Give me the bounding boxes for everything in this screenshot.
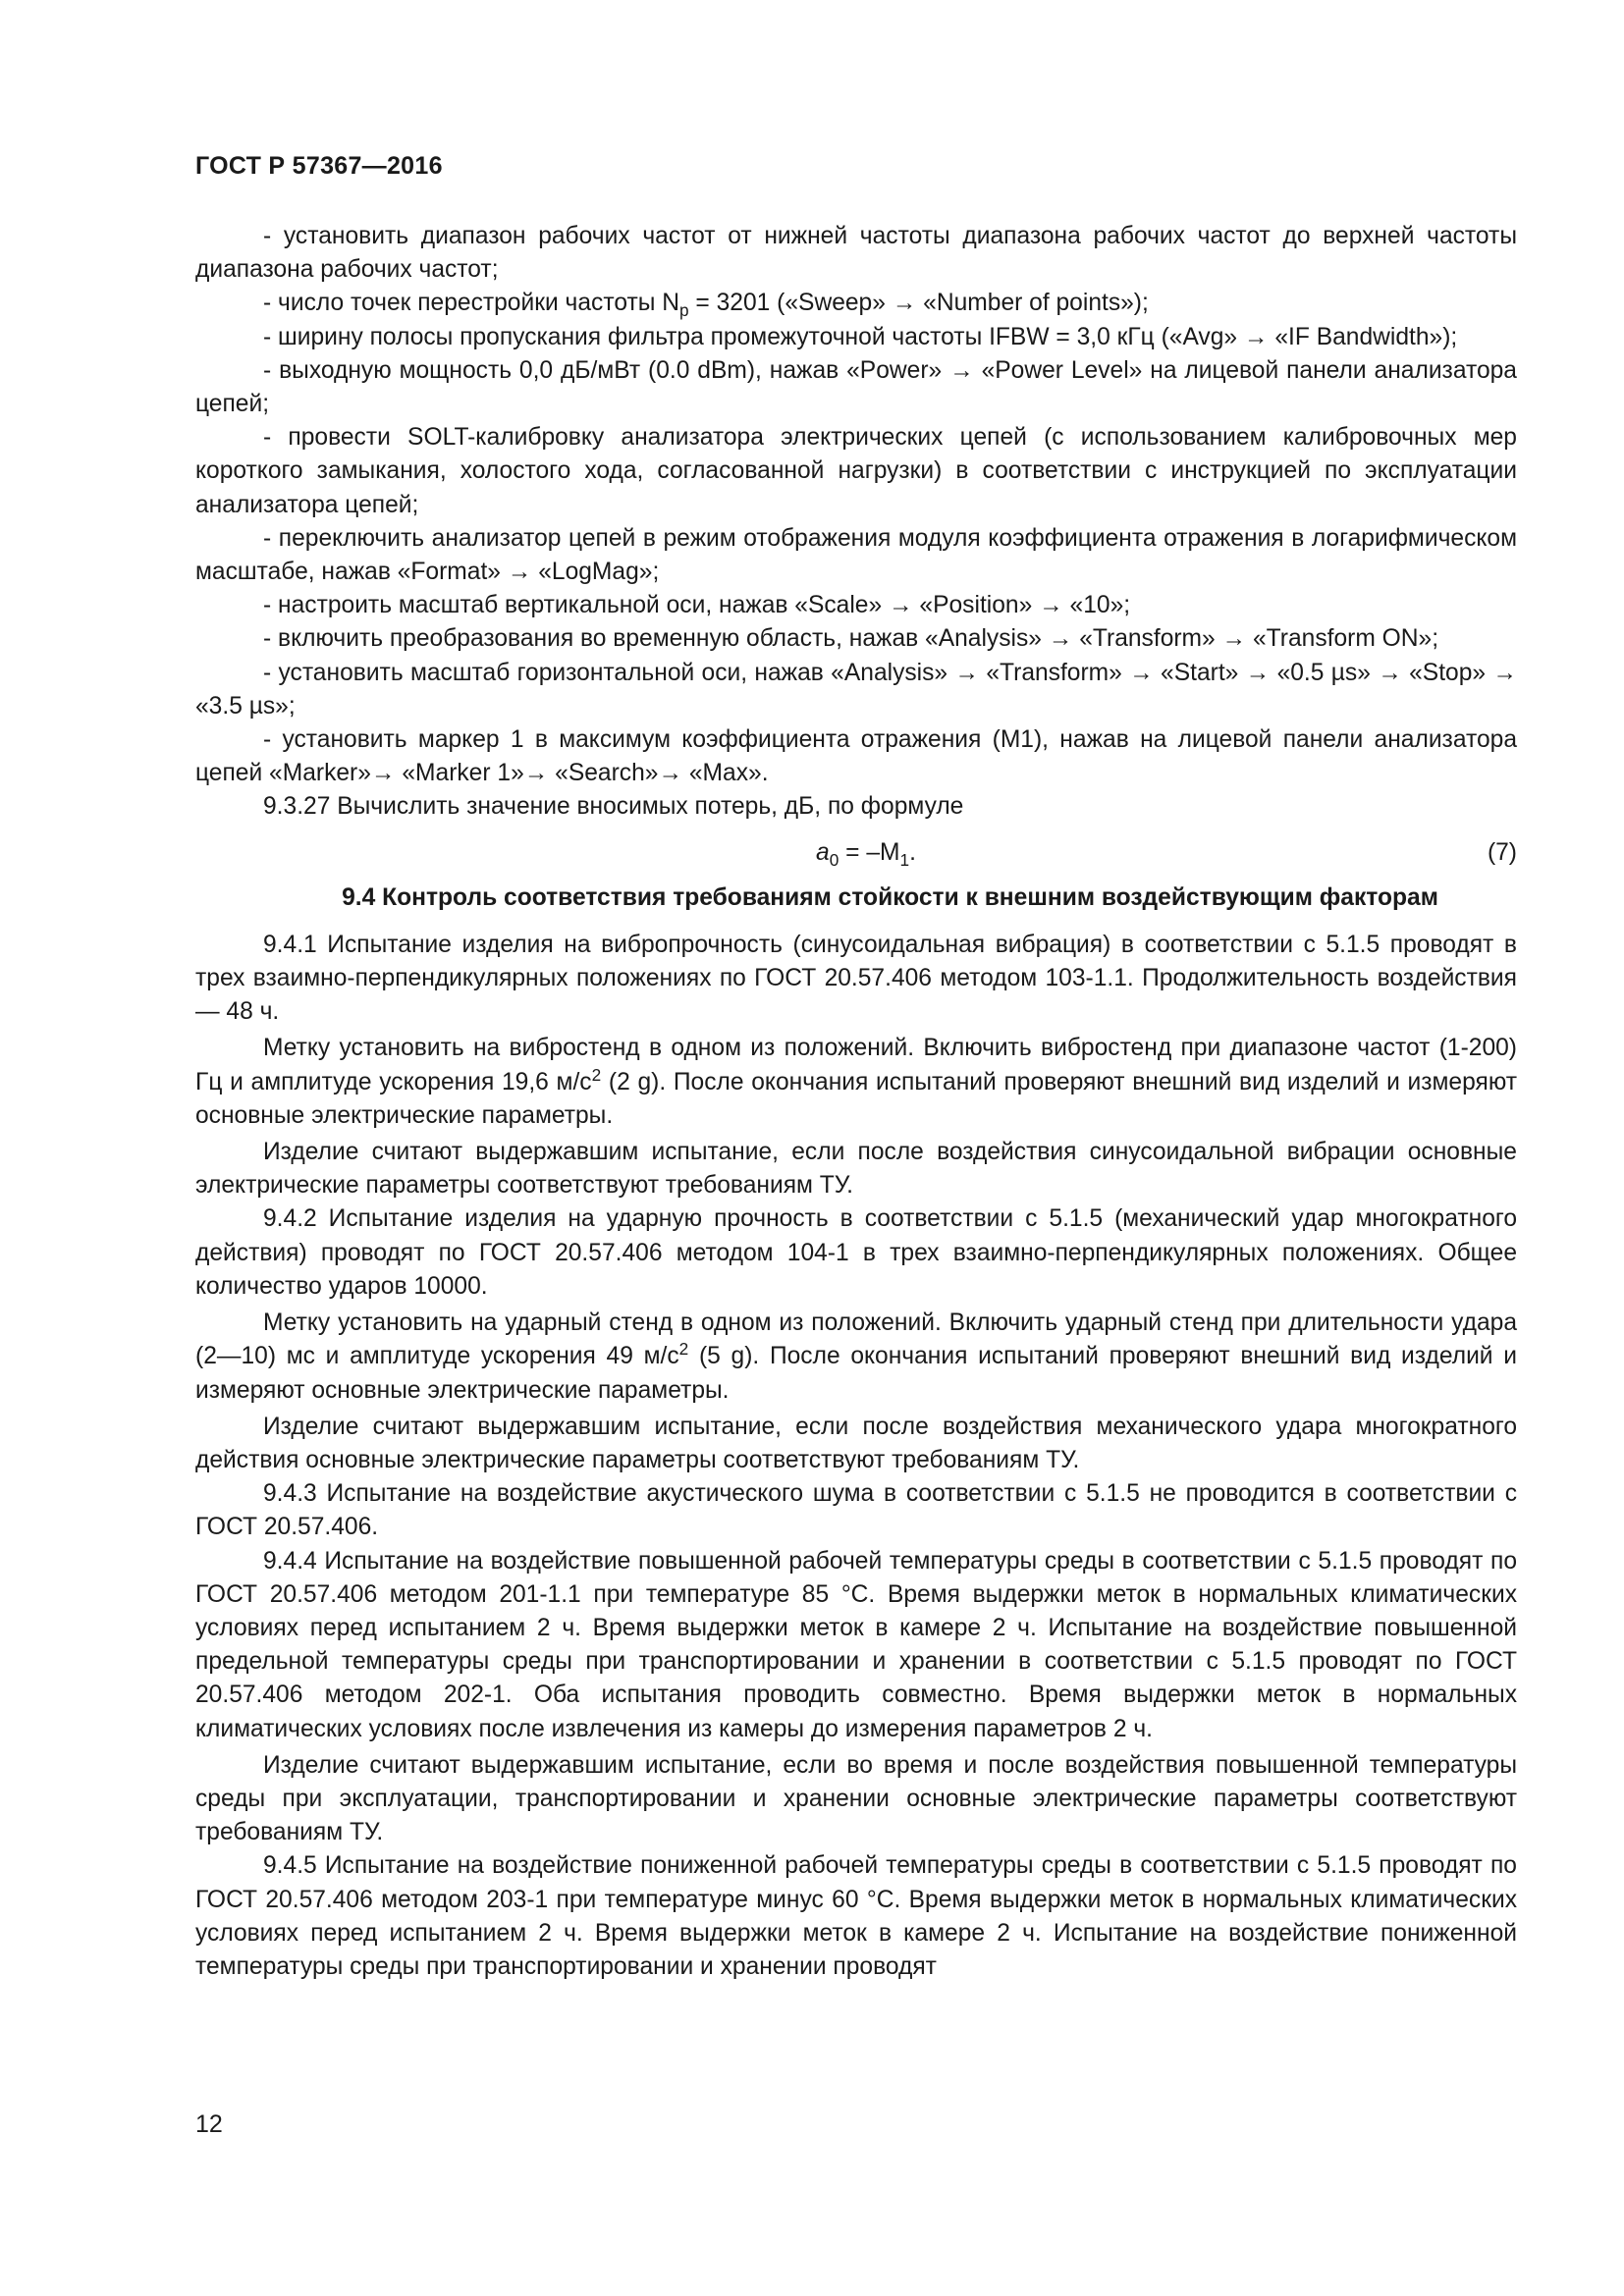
list-item: - настроить масштаб вертикальной оси, нажав «Scale» → «Position» → «10»; xyxy=(263,592,1131,619)
paragraph-9-3-27: 9.3.27 Вычислить значение вносимых потерь, дБ, по формуле xyxy=(263,793,964,821)
list-item: - переключить анализатор цепей в режим отображения модуля коэффициента отражения в логарифмическом масштабе, нажав «Format» → «LogMag»; xyxy=(195,524,1517,586)
list-item: - ширину полосы пропускания фильтра промежуточной частоты IFBW = 3,0 кГц («Avg» → «IF Bandwidth»); xyxy=(263,323,1458,350)
paragraph: Изделие считают выдержавшим испытание, если после воздействия механического удара многократного действия основные электрические параметры соответствуют требованиям ТУ. xyxy=(195,1413,1517,1473)
paragraph: Изделие считают выдержавшим испытание, если во время и после воздействия повышенной температуры среды при эксплуатации, транспортировании и хранении основные электрические параметры соответствуют требованиям ТУ. xyxy=(195,1751,1517,1846)
page-number: 12 xyxy=(195,2110,223,2138)
formula-expression: $a_0 = -M_1$. xyxy=(816,838,916,870)
paragraph-9-4-4: 9.4.4 Испытание на воздействие повышенной рабочей температуры среды в соответствии с 5.1.5 проводят по ГОСТ 20.57.406 методом 201-1.1 при температуре 85 °С. Время выдержки меток в нормальных климатических условиях перед испытанием 2 ч. Время выдержки меток в камере 2 ч. Испытание на воздействие повышенной предельной температуры среды при транспортировании и хранении в соответствии с 5.1.5 проводят по ГОСТ 20.57.406 методом 202-1. Оба испытания проводить совместно. Время выдержки меток в нормальных климатических условиях после извлечения из камеры до измерения параметров 2 ч. xyxy=(195,1547,1517,1742)
list-item: - установить масштаб горизонтальной оси, нажав «Analysis» → «Transform» → «Start» → «0.5 µs» → «Stop» → «3.5 µs»; xyxy=(195,659,1517,720)
list-item: - установить диапазон рабочих частот от нижней частоты диапазона рабочих частот до верхней частоты диапазона рабочих частот; xyxy=(195,223,1517,284)
list-item: - включить преобразования во временную область, нажав «Analysis» → «Transform» → «Transform ON»; xyxy=(263,625,1439,653)
paragraph: Изделие считают выдержавшим испытание, если после воздействия синусоидальной вибрации основные электрические параметры соответствуют требованиям ТУ. xyxy=(195,1139,1517,1200)
list-item: - установить маркер 1 в максимум коэффициента отражения (M1), нажав на лицевой панели анализатора цепей «Marker»→ «Marker 1»→ «Search»→ «Max». xyxy=(195,726,1517,787)
section-heading-9-4: 9.4 Контроль соответствия требованиям стойкости к внешним воздействующим факторам xyxy=(342,883,1438,911)
paragraph: Метку установить на ударный стенд в одном из положений. Включить ударный стенд при длительности удара (2—10) мс и амплитуде ускорения 49 $м/с^2$ (5 g). После окончания испытаний проверяют внешний вид изделий и измеряют основные электрические параметры. xyxy=(195,1309,1517,1404)
page-body xyxy=(195,220,1517,1984)
list-item: - число точек перестройки частоты $N_p = 3201$ («Sweep» → «Number of points»); xyxy=(263,290,1149,321)
list-item: - провести SOLT-калибровку анализатора электрических цепей (с использованием калибровочных мер короткого замыкания, холостого хода, согласованной нагрузки) в соответствии с инструкцией по эксплуатации анализатора цепей; xyxy=(195,424,1517,518)
formula-7 xyxy=(195,836,1517,870)
list-item: - выходную мощность 0,0 дБ/мВт (0.0 dBm), нажав «Power» → «Power Level» на лицевой панели анализатора цепей; xyxy=(195,356,1517,418)
paragraph-9-4-3: 9.4.3 Испытание на воздействие акустического шума в соответствии с 5.1.5 не проводится в соответствии с ГОСТ 20.57.406. xyxy=(195,1480,1517,1541)
formula-number: (7) xyxy=(1487,838,1517,866)
paragraph-9-4-2: 9.4.2 Испытание изделия на ударную прочность в соответствии с 5.1.5 (механический удар многократного действия) проводят по ГОСТ 20.57.406 методом 104-1 в трех взаимно-перпендикулярных положениях. Общее количество ударов 10000. xyxy=(195,1205,1517,1300)
paragraph: Метку установить на вибростенд в одном из положений. Включить вибростенд при диапазоне частот (1-200) Гц и амплитуде ускорения 19,6 $м/с^2$ (2 g). После окончания испытаний проверяют внешний вид изделий и измеряют основные электрические параметры. xyxy=(195,1035,1517,1129)
paragraph-9-4-1: 9.4.1 Испытание изделия на вибропрочность (синусоидальная вибрация) в соответствии с 5.1.5 проводят в трех взаимно-перпендикулярных положениях по ГОСТ 20.57.406 методом 103-1.1. Продолжительность воздействия — 48 ч. xyxy=(195,931,1517,1026)
paragraph-9-4-5: 9.4.5 Испытание на воздействие пониженной рабочей температуры среды в соответствии с 5.1.5 проводят по ГОСТ 20.57.406 методом 203-1 при температуре минус 60 °С. Время выдержки меток в нормальных климатических условиях перед испытанием 2 ч. Время выдержки меток в камере 2 ч. Испытание на воздействие пониженной температуры среды при транспортировании и хранении проводят xyxy=(195,1852,1517,1980)
document-header: ГОСТ Р 57367—2016 xyxy=(195,152,443,180)
